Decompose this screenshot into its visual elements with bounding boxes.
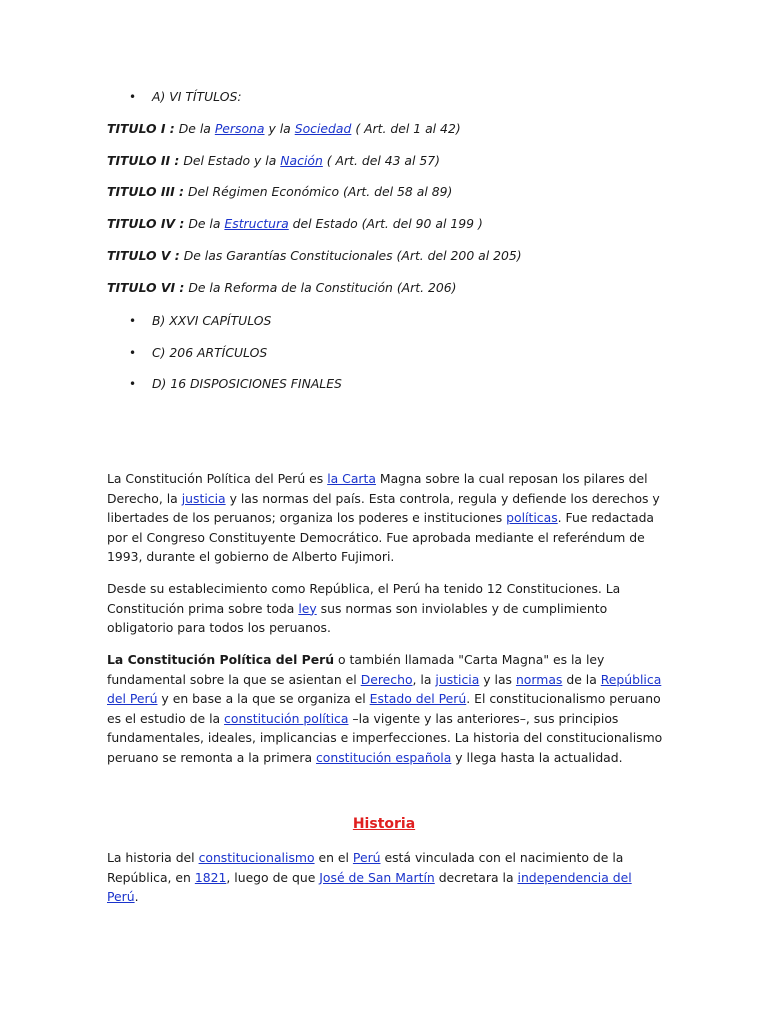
list-item-text: A) VI TÍTULOS: <box>152 89 242 104</box>
paragraph-text: La historia del <box>107 850 199 865</box>
constitucion-politica-link[interactable]: constitución política <box>224 710 349 726</box>
titulo-6-line <box>107 280 456 296</box>
paragraph-text: sus normas son inviolables y de cumplimiento obligatorio para todos los peruanos. <box>107 600 608 635</box>
bullet-icon: • <box>129 90 137 104</box>
titulo-text: De la <box>178 121 211 136</box>
section-heading-historia: Historia <box>352 816 416 832</box>
independencia-del-peru-link[interactable]: independencia del Perú <box>107 869 632 904</box>
ley-link[interactable]: ley <box>298 600 317 616</box>
paragraph-text: Desde su establecimiento como República, el Perú ha tenido 12 Constituciones. La Constitución prima sobre toda <box>107 581 621 616</box>
bullet-icon: • <box>129 377 137 391</box>
paragraph-text: . Fue redactada por el Congreso Constituyente Democrático. Fue aprobada mediante el referéndum de 1993, durante el gobierno de Alberto Fujimori. <box>107 510 655 564</box>
paragraph-intro <box>107 469 667 567</box>
titulo-2-line <box>107 153 440 169</box>
paragraph-text: y en base a la que se organiza el <box>157 691 370 706</box>
constitucion-espanola-link[interactable]: constitución española <box>315 749 452 765</box>
titulo-text: Del Régimen Económico (Art. del 58 al 89) <box>187 184 453 199</box>
estructura-link[interactable]: Estructura <box>224 216 289 231</box>
peru-link[interactable]: Perú <box>352 850 381 865</box>
titulo-label: TITULO IV : <box>107 216 185 231</box>
paragraph-text: decretara la <box>434 869 518 885</box>
politicas-link[interactable]: políticas <box>506 510 558 525</box>
titulo-1-line <box>107 121 461 137</box>
constitucionalismo-link[interactable]: constitucionalismo <box>198 850 315 865</box>
justicia-link-2[interactable]: justicia <box>435 671 480 687</box>
la-carta-link[interactable]: la Carta <box>327 471 376 486</box>
titulo-text: Del Estado y la <box>183 153 277 168</box>
titulo-text: ( Art. del 43 al 57) <box>326 153 441 168</box>
paragraph-text: o también llamada "Carta Magna" es la ley fundamental sobre la que se asientan el <box>107 652 605 687</box>
titulo-text: De la <box>188 216 221 231</box>
list-item-text: C) 206 ARTÍCULOS <box>152 345 268 360</box>
titulo-text: De la Reforma de la Constitución (Art. 206) <box>188 280 457 295</box>
year-1821-link[interactable]: 1821 <box>194 869 227 885</box>
bullet-icon: • <box>129 346 137 360</box>
list-item-text: D) 16 DISPOSICIONES FINALES <box>152 376 342 391</box>
titulo-text: y la <box>268 121 291 136</box>
paragraph-bold-lead: La Constitución Política del Perú <box>107 652 335 667</box>
titulo-4-line <box>107 216 483 232</box>
estado-del-peru-link[interactable]: Estado del Perú <box>369 691 467 706</box>
paragraph-text: –la vigente y las anteriores–, sus principios fundamentales, ideales, implicancias e imperfecciones. La historia del constitucionalismo peruano se remonta a la primera <box>107 710 663 765</box>
derecho-link[interactable]: Derecho <box>360 671 413 687</box>
paragraph-text: , luego de que <box>226 869 320 885</box>
sociedad-link[interactable]: Sociedad <box>294 121 352 136</box>
paragraph-carta-magna <box>107 650 667 767</box>
normas-link[interactable]: normas <box>515 671 563 687</box>
paragraph-historia <box>107 848 667 907</box>
paragraph-text: La Constitución Política del Perú es <box>107 471 328 486</box>
justicia-link[interactable]: justicia <box>181 490 226 506</box>
paragraph-text: , la <box>412 671 436 687</box>
paragraph-text: Magna sobre la cual reposan los pilares del Derecho, la <box>107 471 648 506</box>
titulo-text: De las Garantías Constitucionales (Art. del 200 al 205) <box>183 248 522 263</box>
bullet-icon: • <box>129 314 137 328</box>
paragraph-text: y las <box>479 671 516 687</box>
republica-del-peru-link[interactable]: República del Perú <box>107 671 662 706</box>
paragraph-text: y llega hasta la actualidad. <box>451 749 623 765</box>
paragraph-text: . El constitucionalismo peruano es el estudio de la <box>107 691 661 726</box>
titulo-text: ( Art. del 1 al 42) <box>355 121 461 136</box>
titulo-label: TITULO II : <box>107 153 180 168</box>
paragraph-text: . <box>134 889 139 904</box>
paragraph-constituciones <box>107 579 667 638</box>
paragraph-text: y las normas del país. Esta controla, regula y defiende los derechos y libertades de los peruanos; organiza los poderes e instituciones <box>107 490 660 525</box>
list-item-text: B) XXVI CAPÍTULOS <box>152 313 272 328</box>
paragraph-text: está vinculada con el nacimiento de la República, en <box>107 850 624 885</box>
paragraph-text: de la <box>562 671 601 687</box>
titulo-5-line <box>107 248 522 264</box>
titulo-label: TITULO VI : <box>107 280 185 295</box>
titulo-label: TITULO I : <box>107 121 175 136</box>
persona-link[interactable]: Persona <box>214 121 265 136</box>
titulo-text: del Estado (Art. del 90 al 199 ) <box>292 216 483 231</box>
titulo-3-line <box>107 184 452 200</box>
paragraph-text: en el <box>314 850 353 865</box>
titulo-label: TITULO V : <box>107 248 180 263</box>
jose-de-san-martin-link[interactable]: José de San Martín <box>319 869 435 885</box>
titulo-label: TITULO III : <box>107 184 184 199</box>
nacion-link[interactable]: Nación <box>280 153 323 168</box>
